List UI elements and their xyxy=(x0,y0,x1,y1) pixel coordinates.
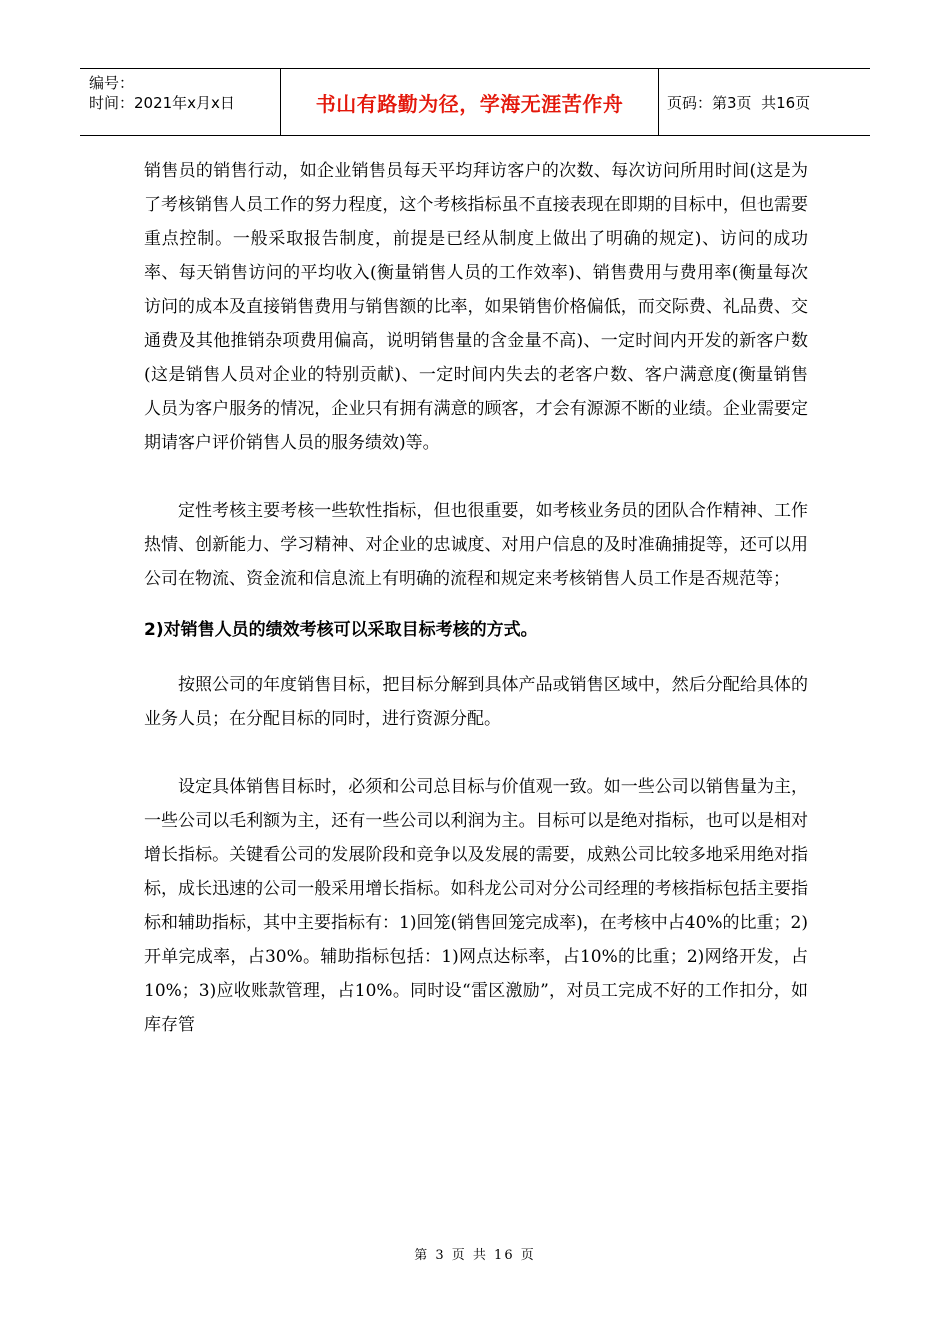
document-number-label: 编号： xyxy=(89,74,135,92)
paragraph-target-setting: 设定具体销售目标时，必须和公司总目标与价值观一致。如一些公司以销售量为主，一些公司以毛利额为主，还有一些公司以利润为主。目标可以是绝对指标，也可以是相对增长指标。关键看公司的发展阶段和竞争以及发展的需要，成熟公司比较多地采用绝对指标，成长迅速的公司一般采用增长指标。如科龙公司对分公司经理的考核指标包括主要指标和辅助指标，其中主要指标有：1)回笼(销售回笼完成率)，在考核中占40%的比重；2)开单完成率，占30%。辅助指标包括：1)网点达标率，占10%的比重；2)网络开发，占10%；3)应收账款管理，占10%。同时设“雷区激励”，对员工完成不好的工作扣分，如库存管 xyxy=(144,777,808,1035)
page-info-text: 页码：第3页 共16页 xyxy=(667,93,811,112)
page-footer: 第 3 页 共 16 页 xyxy=(414,1248,536,1263)
paragraph-sales-activity: 销售员的销售行动，如企业销售员每天平均拜访客户的次数、每次访问所用时间(这是为了考核销售人员工作的努力程度，这个考核指标虽不直接表现在即期的目标中，但也需要重点控制。一般采取报告制度，前提是已经从制度上做出了明确的规定)、访问的成功率、每天销售访问的平均收入(衡量销售人员的工作效率)、销售费用与费用率(衡量每次访问的成本及直接销售费用与销售额的比率，如果销售价格偏低，而交际费、礼品费、交通费及其他推销杂项费用偏高，说明销售量的含金量不高)、一定时间内开发的新客户数(这是销售人员对企业的特别贡献)、一定时间内失去的老客户数、客户满意度(衡量销售人员为客户服务的情况，企业只有拥有满意的顾客，才会有源源不断的业绩。企业需要定期请客户评价销售人员的服务绩效)等。 xyxy=(144,161,808,453)
header-motto: 书山有路勤为径，学海无涯苦作舟 xyxy=(281,69,659,135)
paragraph-qualitative-assessment: 定性考核主要考核一些软性指标，但也很重要，如考核业务员的团队合作精神、工作热情、创新能力、学习精神、对企业的忠诚度、对用户信息的及时准确捕捉等，还可以用公司在物流、资金流和信息流上有明确的流程和规定来考核销售人员工作是否规范等； xyxy=(144,501,808,589)
page-header xyxy=(80,68,870,136)
document-time-label: 时间：2021年x月x日 xyxy=(89,94,235,112)
section-heading: 2)对销售人员的绩效考核可以采取目标考核的方式。 xyxy=(144,620,538,640)
paragraph-target-allocation: 按照公司的年度销售目标，把目标分解到具体产品或销售区域中，然后分配给具体的业务人员；在分配目标的同时，进行资源分配。 xyxy=(144,675,808,729)
header-meta xyxy=(80,69,281,135)
header-page-info xyxy=(659,69,870,135)
document-body xyxy=(144,154,808,1042)
